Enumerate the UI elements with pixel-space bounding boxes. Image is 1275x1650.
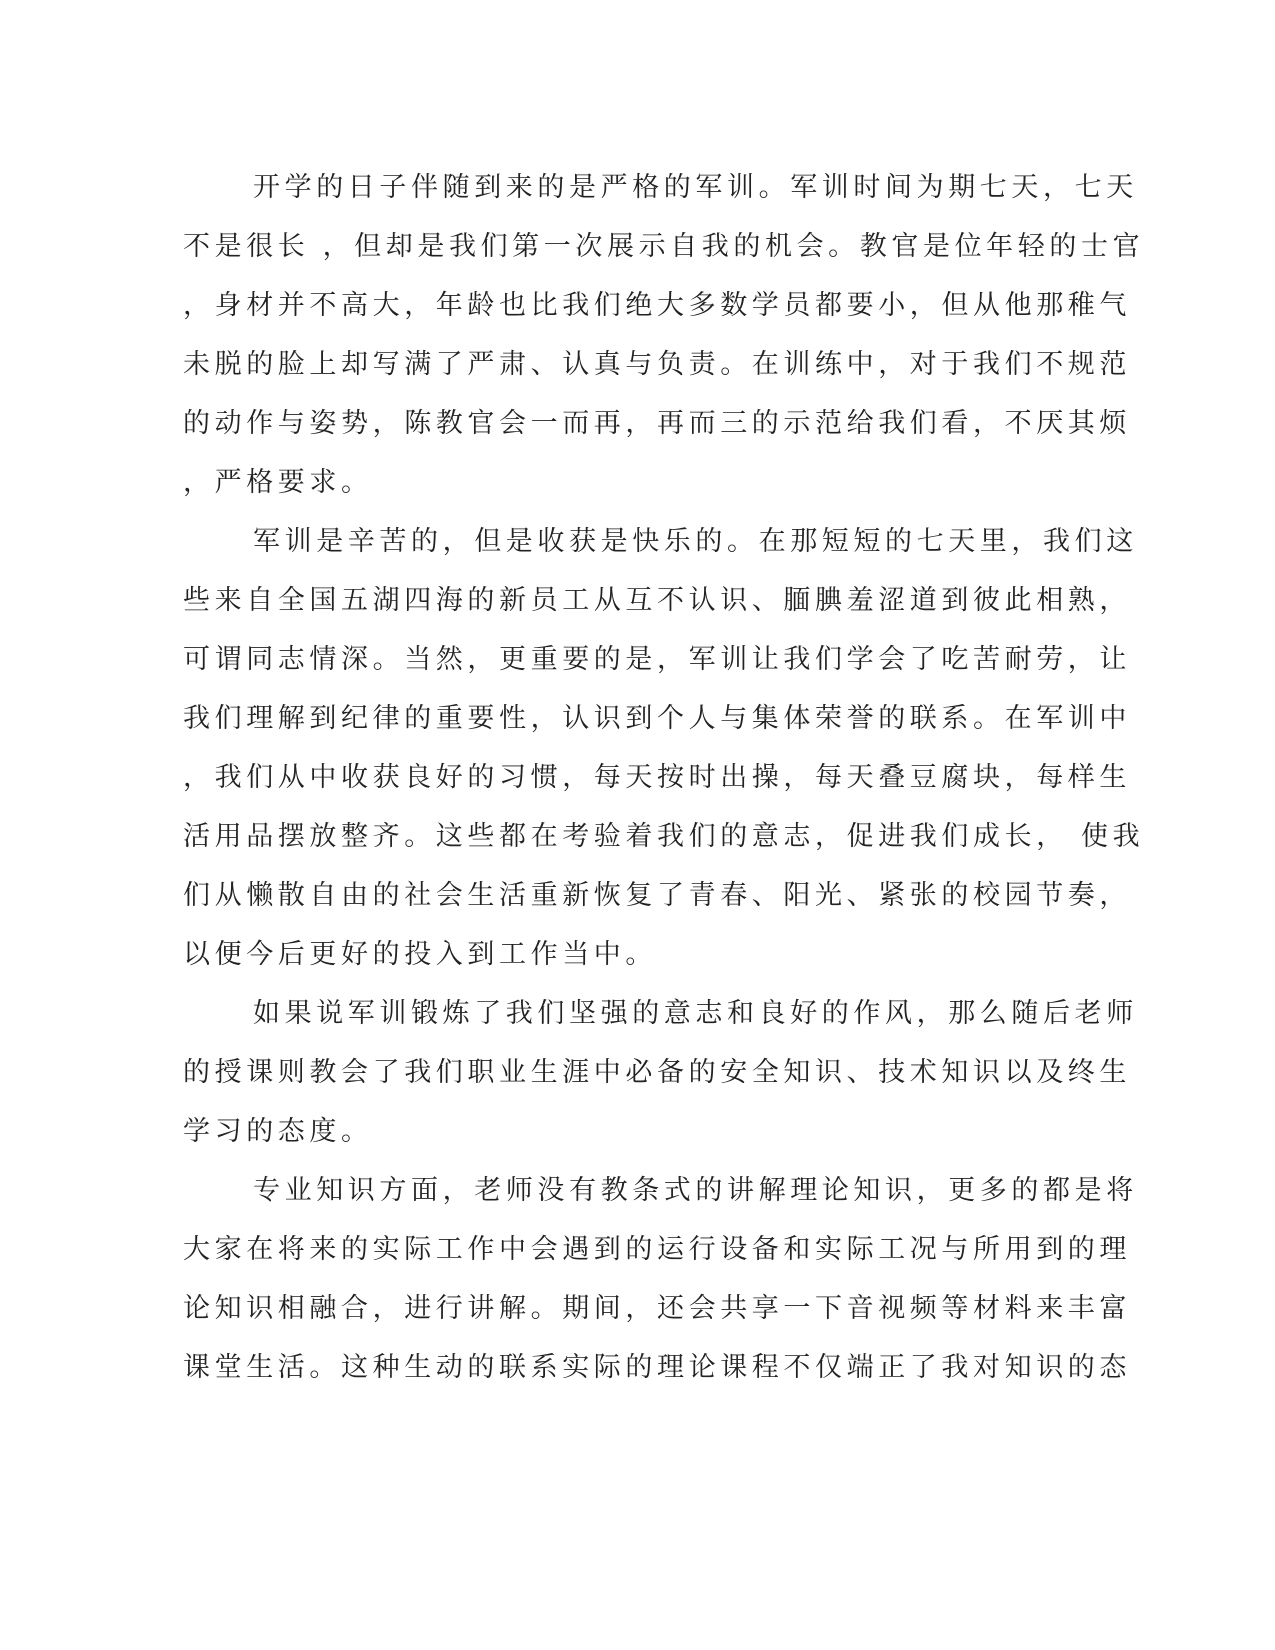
paragraph-3-line-2: 的授课则教会了我们职业生涯中必备的安全知识、技术知识以及终生 [183, 1057, 1131, 1088]
paragraph-4-line-4: 课堂生活。这种生动的联系实际的理论课程不仅端正了我对知识的态 [183, 1352, 1131, 1383]
paragraph-2-line-5: ，我们从中收获良好的习惯，每天按时出操，每天叠豆腐块，每样生 [183, 762, 1131, 793]
paragraph-1-line-4: 未脱的脸上却写满了严肃、认真与负责。在训练中，对于我们不规范 [183, 349, 1131, 380]
paragraph-4-line-1: 专业知识方面，老师没有教条式的讲解理论知识，更多的都是将 [253, 1175, 1138, 1206]
paragraph-2-line-4: 我们理解到纪律的重要性，认识到个人与集体荣誉的联系。在军训中 [183, 703, 1131, 734]
paragraph-1-line-3: ，身材并不高大，年龄也比我们绝大多数学员都要小，但从他那稚气 [183, 290, 1131, 321]
paragraph-2-line-7: 们从懒散自由的社会生活重新恢复了青春、阳光、紧张的校园节奏， [183, 880, 1131, 911]
paragraph-3-line-1: 如果说军训锻炼了我们坚强的意志和良好的作风，那么随后老师 [253, 998, 1138, 1029]
paragraph-2-line-3: 可谓同志情深。当然，更重要的是，军训让我们学会了吃苦耐劳，让 [183, 644, 1131, 675]
paragraph-2-line-1: 军训是辛苦的，但是收获是快乐的。在那短短的七天里，我们这 [253, 526, 1138, 557]
paragraph-1-line-5: 的动作与姿势，陈教官会一而再，再而三的示范给我们看，不厌其烦 [183, 408, 1131, 439]
paragraph-1-line-1: 开学的日子伴随到来的是严格的军训。军训时间为期七天，七天 [253, 172, 1138, 203]
paragraph-3-line-3: 学习的态度。 [183, 1116, 373, 1147]
paragraph-2-line-2: 些来自全国五湖四海的新员工从互不认识、腼腆羞涩道到彼此相熟， [183, 585, 1131, 616]
paragraph-2-line-6: 活用品摆放整齐。这些都在考验着我们的意志，促进我们成长， 使我 [183, 821, 1145, 852]
document-body [183, 158, 1145, 1397]
paragraph-1-line-6: ，严格要求。 [183, 467, 373, 498]
paragraph-4-line-2: 大家在将来的实际工作中会遇到的运行设备和实际工况与所用到的理 [183, 1234, 1131, 1265]
paragraph-2-line-8: 以便今后更好的投入到工作当中。 [183, 939, 657, 970]
paragraph-1-line-2: 不是很长 ，但却是我们第一次展示自我的机会。教官是位年轻的士官 [183, 231, 1145, 262]
paragraph-4-line-3: 论知识相融合，进行讲解。期间，还会共享一下音视频等材料来丰富 [183, 1293, 1131, 1324]
